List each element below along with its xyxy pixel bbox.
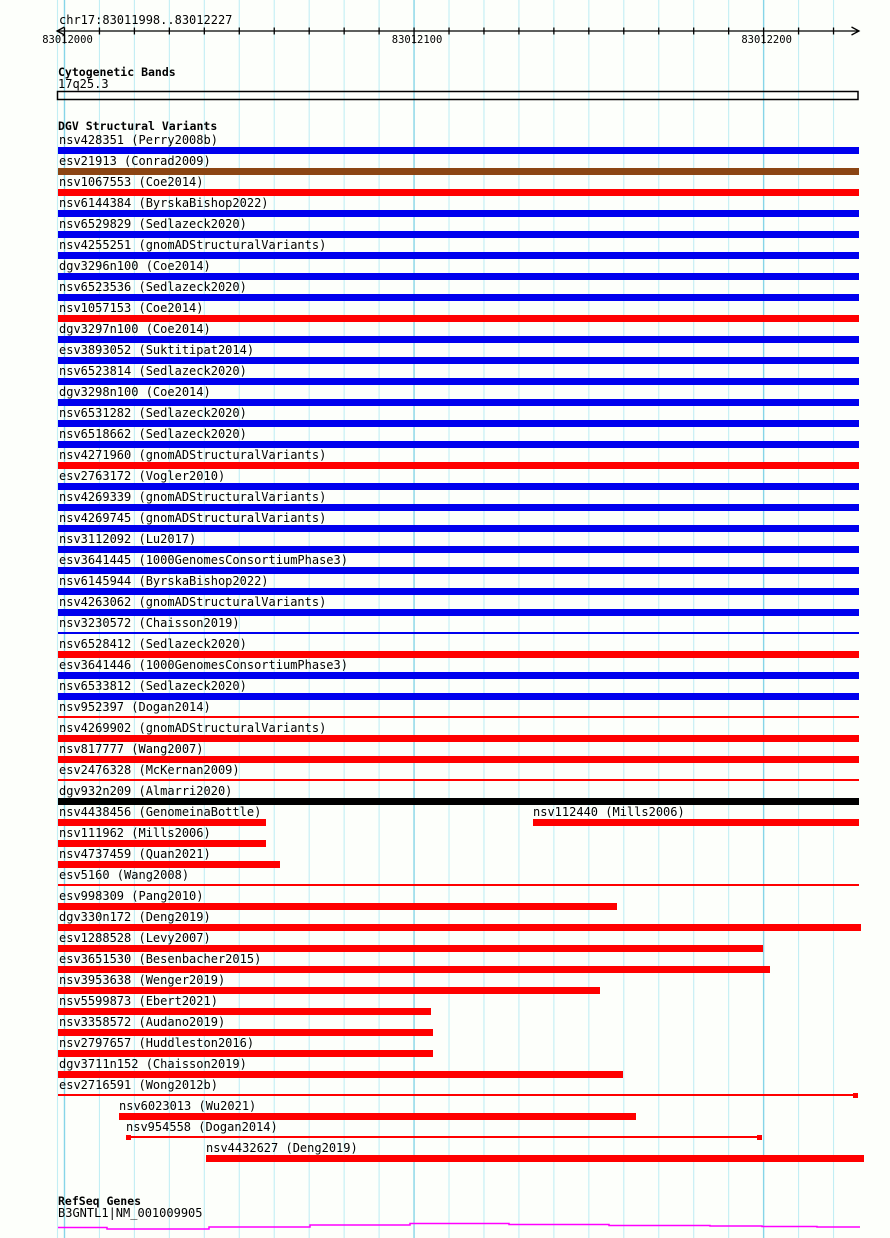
ruler-tick-label: 83012100 [391,34,443,46]
variant-bar[interactable] [128,1136,760,1138]
variant-label: nsv1057153 (Coe2014) [59,301,204,315]
variant-label: dgv3298n100 (Coe2014) [59,385,211,399]
variant-bar[interactable] [58,273,859,280]
variant-bar[interactable] [58,336,859,343]
variant-label: nsv952397 (Dogan2014) [59,700,211,714]
variant-label: dgv932n209 (Almarri2020) [59,784,233,798]
variant-bar[interactable] [58,884,859,886]
variant-label: esv3641446 (1000GenomesConsortiumPhase3) [59,658,348,672]
variant-label: esv2763172 (Vogler2010) [59,469,226,483]
variant-label: nsv112440 (Mills2006) [533,805,685,819]
variant-bar[interactable] [58,441,859,448]
variant-label: nsv4271960 (gnomADStructuralVariants) [59,448,327,462]
variant-bar[interactable] [58,1050,433,1057]
variant-bar[interactable] [58,779,859,781]
variant-bar[interactable] [58,632,859,634]
section-heading-dgv: DGV Structural Variants [58,119,218,133]
variant-label: nsv5599873 (Ebert2021) [59,994,218,1008]
variant-label: nsv1067553 (Coe2014) [59,175,204,189]
variant-label: nsv428351 (Perry2008b) [59,133,218,147]
variant-endpoint-marker[interactable] [853,1093,858,1098]
variant-label: nsv6529829 (Sedlazeck2020) [59,217,247,231]
variant-label: nsv4269902 (gnomADStructuralVariants) [59,721,327,735]
variant-endpoint-marker[interactable] [757,1135,762,1140]
variant-bar[interactable] [58,609,859,616]
variant-bar[interactable] [58,546,859,553]
variant-bar[interactable] [58,861,280,868]
variant-endpoint-marker[interactable] [126,1135,131,1140]
variant-label: nsv4269745 (gnomADStructuralVariants) [59,511,327,525]
variant-bar[interactable] [58,1071,623,1078]
variant-bar[interactable] [58,924,861,931]
variant-label: nsv817777 (Wang2007) [59,742,204,756]
variant-label: esv3651530 (Besenbacher2015) [59,952,262,966]
variant-bar[interactable] [58,147,859,154]
variant-label: dgv330n172 (Deng2019) [59,910,211,924]
variant-label: nsv954558 (Dogan2014) [126,1120,278,1134]
variant-label: esv3893052 (Suktitipat2014) [59,343,255,357]
variant-label: esv21913 (Conrad2009) [59,154,211,168]
variant-bar[interactable] [206,1155,864,1162]
variant-bar[interactable] [58,504,859,511]
variant-bar[interactable] [119,1113,636,1120]
variant-label: nsv6528412 (Sedlazeck2020) [59,637,247,651]
variant-bar[interactable] [58,672,859,679]
gene-label: B3GNTL1|NM_001009905 [58,1206,203,1220]
variant-bar[interactable] [58,1029,433,1036]
variant-label: nsv2797657 (Huddleston2016) [59,1036,255,1050]
variant-bar[interactable] [58,483,859,490]
variant-label: nsv3112092 (Lu2017) [59,532,197,546]
variant-bar[interactable] [58,945,763,952]
variant-bar[interactable] [58,294,859,301]
variant-bar[interactable] [58,1094,855,1096]
variant-bar[interactable] [58,966,770,973]
variant-label: nsv4255251 (gnomADStructuralVariants) [59,238,327,252]
variant-bar[interactable] [58,567,859,574]
variant-label: nsv111962 (Mills2006) [59,826,211,840]
variant-label: esv2476328 (McKernan2009) [59,763,240,777]
variant-label: esv3641445 (1000GenomesConsortiumPhase3) [59,553,348,567]
variant-label: nsv6145944 (ByrskaBishop2022) [59,574,269,588]
variant-bar[interactable] [58,420,859,427]
variant-bar[interactable] [58,840,266,847]
variant-label: dgv3297n100 (Coe2014) [59,322,211,336]
variant-label: esv998309 (Pang2010) [59,889,204,903]
variant-bar[interactable] [58,903,617,910]
variant-label: nsv4432627 (Deng2019) [206,1141,358,1155]
ruler-tick-label: 83012000 [42,34,93,46]
variant-bar[interactable] [58,357,859,364]
variant-label: nsv4263062 (gnomADStructuralVariants) [59,595,327,609]
variant-bar[interactable] [58,798,859,805]
variant-bar[interactable] [58,735,859,742]
variant-bar[interactable] [58,462,859,469]
variant-label: nsv6533812 (Sedlazeck2020) [59,679,247,693]
variant-bar[interactable] [58,399,859,406]
variant-label: nsv4438456 (GenomeinaBottle) [59,805,262,819]
variant-bar[interactable] [58,651,859,658]
variant-bar[interactable] [58,693,859,700]
variant-label: dgv3296n100 (Coe2014) [59,259,211,273]
variant-label: nsv6523814 (Sedlazeck2020) [59,364,247,378]
variant-bar[interactable] [58,819,266,826]
variant-label: nsv6023013 (Wu2021) [119,1099,257,1113]
variant-label: nsv6531282 (Sedlazeck2020) [59,406,247,420]
variant-label: esv2716591 (Wong2012b) [59,1078,218,1092]
variant-label: nsv6518662 (Sedlazeck2020) [59,427,247,441]
region-title: chr17:83011998..83012227 [59,13,233,27]
variant-bar[interactable] [58,252,859,259]
cytoband-rect[interactable] [58,92,859,100]
variant-bar[interactable] [58,210,859,217]
section-heading-cytogenetic: Cytogenetic Bands [58,65,176,79]
gene-line [58,1224,860,1230]
variant-bar[interactable] [58,588,859,595]
variant-bar[interactable] [58,756,859,763]
variant-bar[interactable] [58,716,859,718]
variant-bar[interactable] [58,378,859,385]
variant-label: dgv3711n152 (Chaisson2019) [59,1057,247,1071]
variant-label: nsv4737459 (Quan2021) [59,847,211,861]
variant-label: nsv4269339 (gnomADStructuralVariants) [59,490,327,504]
variant-bar[interactable] [58,315,859,322]
variant-label: nsv6523536 (Sedlazeck2020) [59,280,247,294]
variant-bar[interactable] [533,819,859,826]
variant-label: nsv3230572 (Chaisson2019) [59,616,240,630]
variant-bar[interactable] [58,525,859,532]
variant-bar[interactable] [58,168,859,175]
variant-label: esv1288528 (Levy2007) [59,931,211,945]
variant-label: nsv3953638 (Wenger2019) [59,973,226,987]
variant-bar[interactable] [58,189,859,196]
variant-bar[interactable] [58,1008,431,1015]
variant-bar[interactable] [58,987,600,994]
section-heading-refseq: RefSeq Genes [58,1194,142,1208]
variant-bar[interactable] [58,231,859,238]
variant-label: nsv6144384 (ByrskaBishop2022) [59,196,269,210]
ruler-tick-label: 83012200 [741,34,792,46]
variant-label: esv5160 (Wang2008) [59,868,190,882]
variant-label: nsv3358572 (Audano2019) [59,1015,226,1029]
cytoband-label: 17q25.3 [58,77,109,91]
